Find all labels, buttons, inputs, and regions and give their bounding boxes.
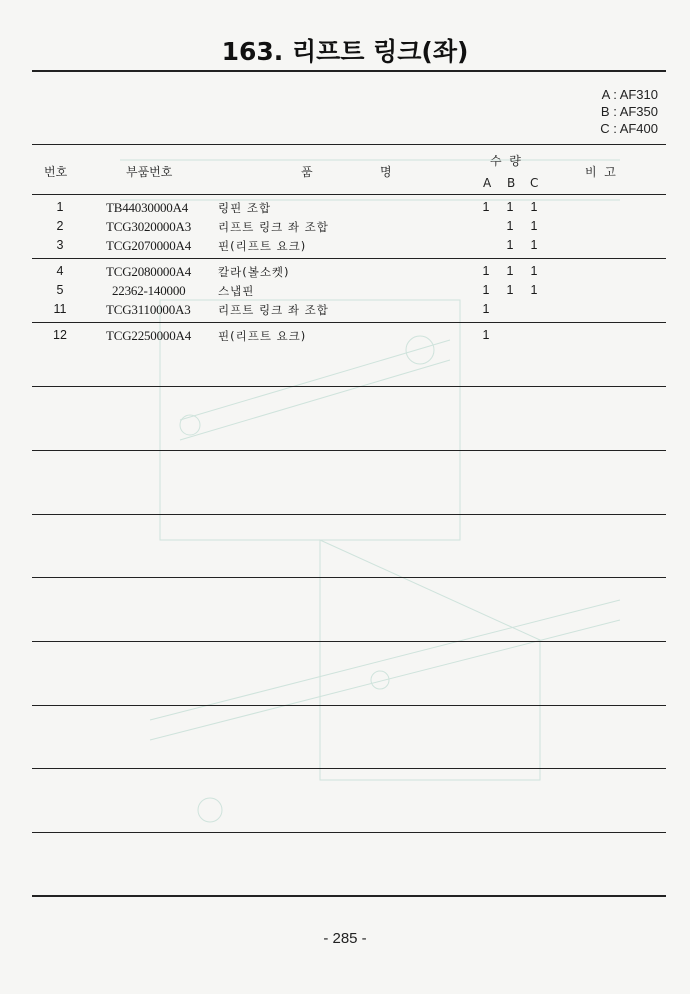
empty-rule	[32, 450, 666, 451]
table-row	[32, 219, 666, 238]
header-remarks: 비 고	[585, 165, 616, 179]
row-qty-b: 1	[506, 200, 514, 214]
header-name-1: 품	[301, 165, 313, 179]
row-qty-a: 1	[482, 264, 490, 278]
row-name: 리프트 링크 좌 조합	[218, 303, 329, 317]
empty-rule	[32, 768, 666, 769]
row-no: 4	[56, 264, 64, 278]
row-qty-c: 1	[530, 200, 538, 214]
empty-rule	[32, 514, 666, 515]
row-no: 3	[56, 238, 64, 252]
row-name: 리프트 링크 좌 조합	[218, 220, 329, 234]
empty-rule	[32, 832, 666, 833]
header-top-rule	[32, 144, 666, 145]
row-part-no: TB44030000A4	[106, 200, 189, 215]
row-no: 5	[56, 283, 64, 297]
row-qty-a: 1	[482, 328, 490, 342]
header-bottom-rule	[32, 194, 666, 195]
row-part-no: 22362-140000	[112, 283, 186, 298]
row-no: 12	[53, 328, 67, 342]
page-number: - 285 -	[323, 930, 367, 947]
row-qty-c: 1	[530, 264, 538, 278]
row-name: 링핀 조합	[218, 201, 272, 215]
empty-rule	[32, 641, 666, 642]
row-name: 핀(리프트 요크)	[218, 329, 307, 343]
row-no: 11	[53, 302, 67, 316]
empty-rule	[32, 705, 666, 706]
table-row	[32, 283, 666, 302]
empty-rule	[32, 386, 666, 387]
row-part-no: TCG2250000A4	[106, 328, 191, 343]
header-qty-b: B	[507, 176, 516, 190]
row-qty-a: 1	[482, 200, 490, 214]
row-no: 2	[56, 219, 64, 233]
row-qty-c: 1	[530, 219, 538, 233]
row-no: 1	[56, 200, 64, 214]
table-row	[32, 302, 666, 321]
row-qty-c: 1	[530, 238, 538, 252]
table-bottom-rule	[32, 895, 666, 897]
row-part-no: TCG2080000A4	[106, 264, 191, 279]
row-name: 칼라(볼소켓)	[218, 265, 290, 279]
page-title: 163. 리프트 링크(좌)	[221, 37, 469, 66]
row-name: 핀(리프트 요크)	[218, 239, 307, 253]
header-name-2: 명	[380, 165, 392, 179]
row-qty-b: 1	[506, 283, 514, 297]
model-legend	[600, 86, 658, 137]
header-qty-a: A	[483, 176, 492, 190]
group-rule	[32, 258, 666, 259]
table-row	[32, 264, 666, 283]
table-row	[32, 238, 666, 257]
row-qty-c: 1	[530, 283, 538, 297]
table-row	[32, 200, 666, 219]
header-qty: 수 량	[490, 154, 521, 168]
model-b: B : AF350	[600, 104, 658, 119]
title-rule	[32, 70, 666, 72]
header-qty-c: C	[530, 176, 539, 190]
row-part-no: TCG3110000A3	[106, 302, 191, 317]
header-part-no: 부품번호	[126, 165, 173, 179]
model-a: A : AF310	[601, 87, 658, 102]
row-qty-a: 1	[482, 283, 490, 297]
group-rule	[32, 322, 666, 323]
row-qty-b: 1	[506, 264, 514, 278]
row-part-no: TCG3020000A3	[106, 219, 191, 234]
row-part-no: TCG2070000A4	[106, 238, 191, 253]
row-qty-a: 1	[482, 302, 490, 316]
header-no: 번호	[44, 165, 68, 179]
table-row	[32, 328, 666, 347]
row-qty-b: 1	[506, 219, 514, 233]
empty-rule	[32, 577, 666, 578]
row-name: 스냅핀	[218, 284, 255, 298]
model-c: C : AF400	[600, 121, 658, 136]
row-qty-b: 1	[506, 238, 514, 252]
